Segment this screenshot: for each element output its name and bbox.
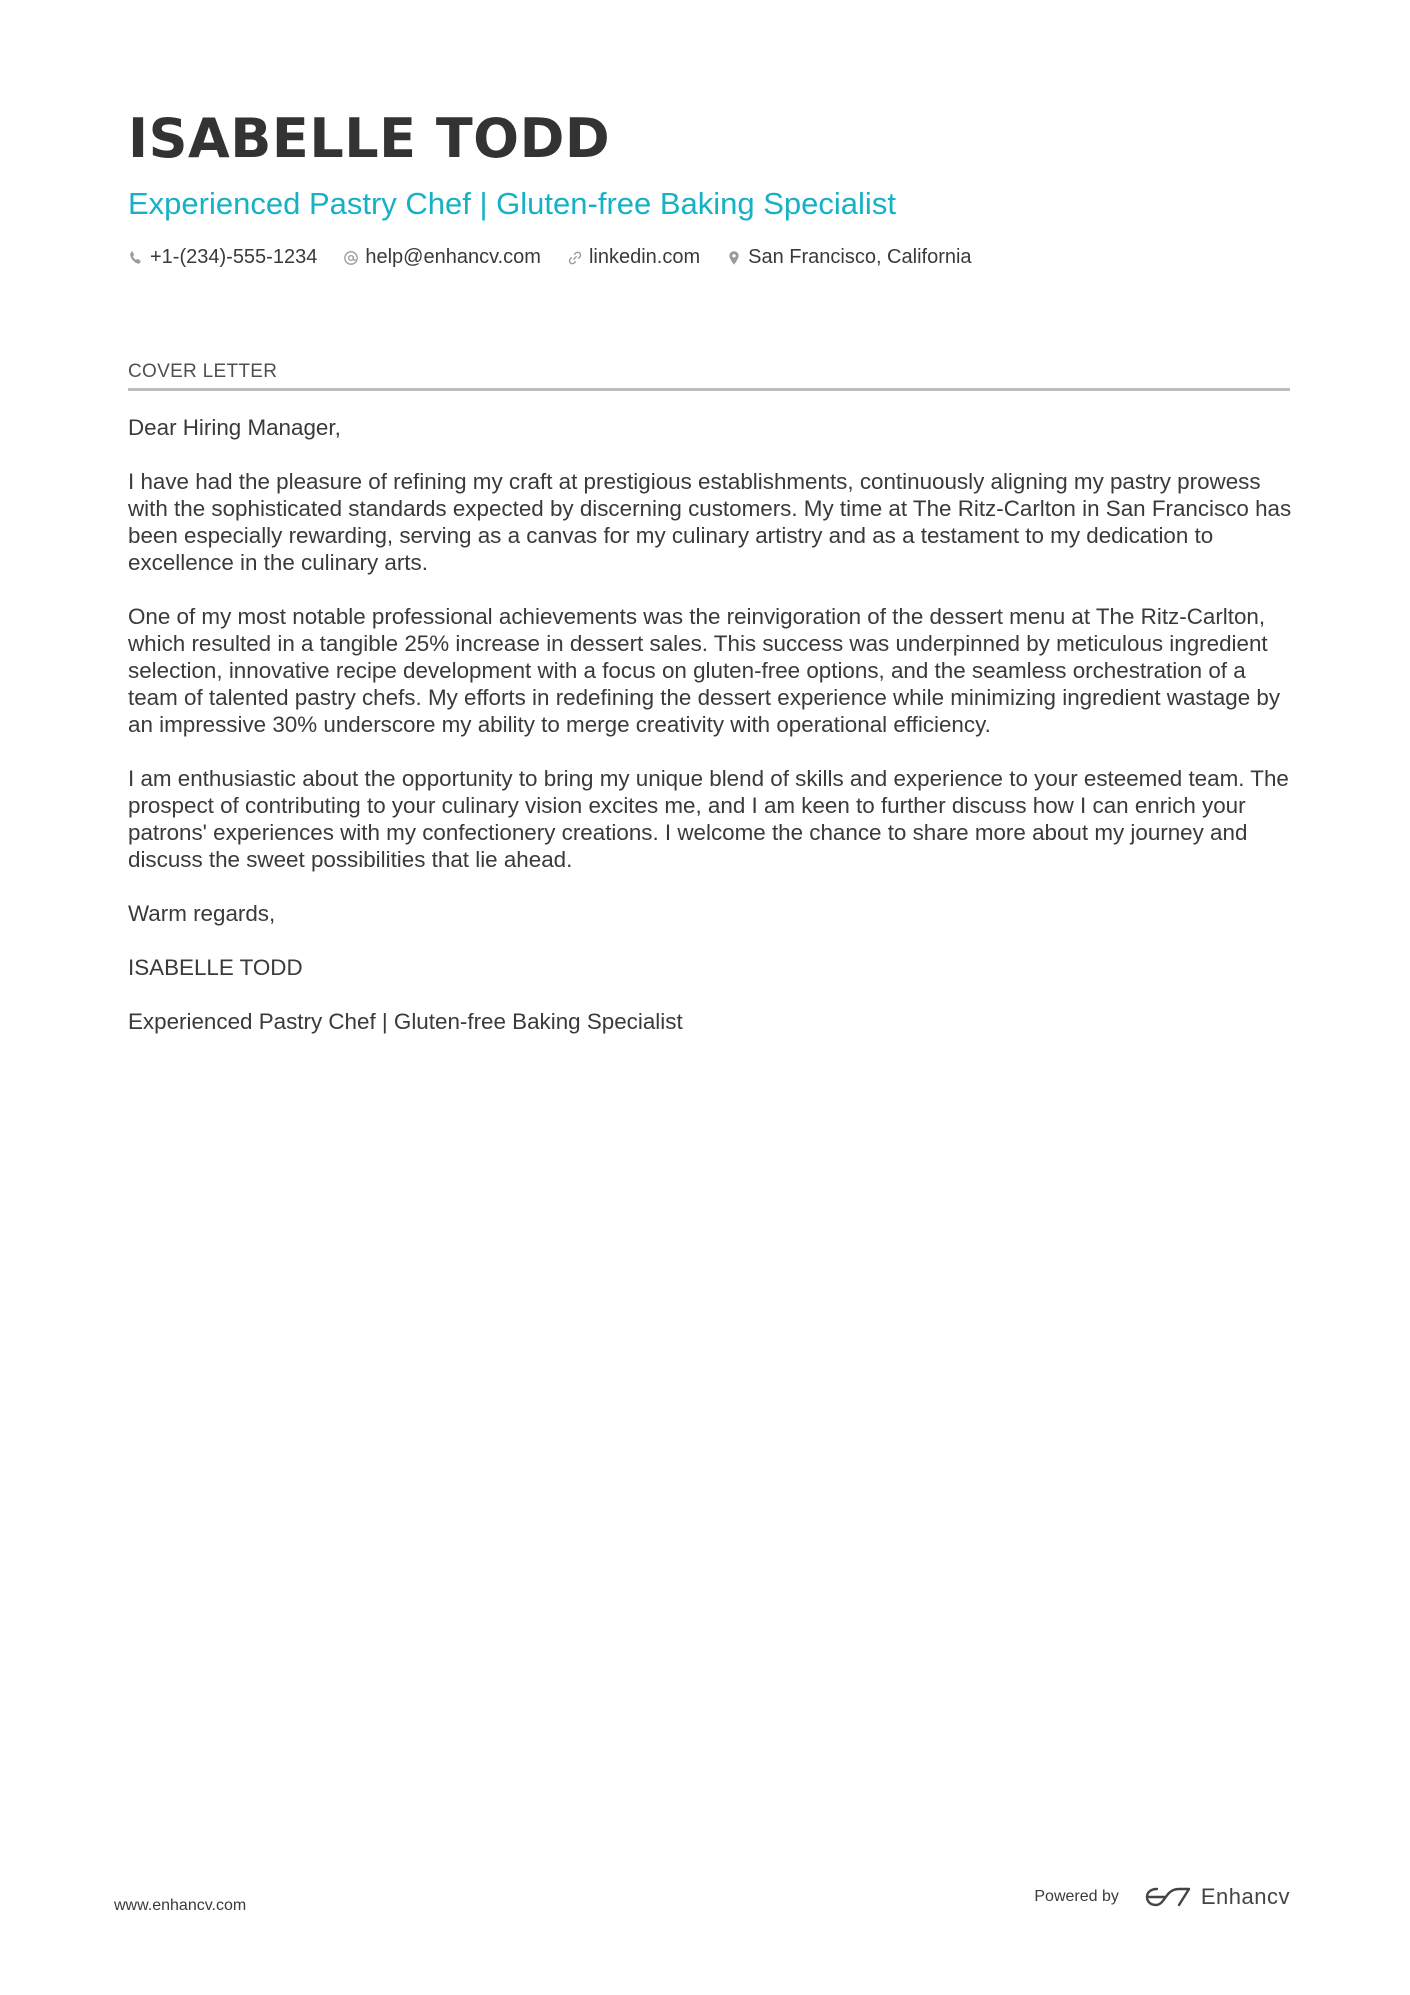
letter-paragraph: I am enthusiastic about the opportunity to bring my unique blend of skills and experience to your esteemed team. The prospect of contributing to your culinary vision excites me, and I am keen to further discuss how I can enrich your patrons' experiences with my confectionery creations. I welcome the chance to share more about my journey and discuss the sweet possibilities that lie ahead.: [128, 766, 1289, 872]
section-heading-cover-letter: COVER LETTER: [128, 361, 1290, 391]
phone-icon: [128, 250, 144, 266]
powered-by-label: Powered by: [1034, 1888, 1119, 1905]
applicant-tagline: Experienced Pastry Chef | Gluten-free Baking Specialist: [128, 186, 896, 221]
contact-email: [343, 246, 541, 269]
enhancv-brand-link[interactable]: [1145, 1884, 1290, 1910]
enhancv-brand-name: Enhancv: [1200, 1884, 1290, 1909]
location-text: San Francisco, California: [748, 246, 972, 268]
letter-closing: Warm regards,: [128, 901, 276, 926]
applicant-name: ISABELLE TODD: [128, 107, 611, 170]
letter-salutation: Dear Hiring Manager,: [128, 415, 341, 440]
contact-bar: [128, 246, 972, 269]
enhancv-logo-icon: [1145, 1885, 1191, 1909]
letter-paragraph: I have had the pleasure of refining my craft at prestigious establishments, continuously aligning my pastry prowess with the sophisticated standards expected by discerning customers. My time at The Ritz-Carlton in San Francisco has been especially rewarding, serving as a canvas for my culinary artistry and as a testament to my dedication to excellence in the culinary arts.: [128, 469, 1292, 575]
letter-body: [128, 414, 1293, 1062]
letter-paragraph: One of my most notable professional achievements was the reinvigoration of the dessert menu at The Ritz-Carlton, which resulted in a tangible 25% increase in dessert sales. This success was underpinned by meticulous ingredient selection, innovative recipe development with a focus on gluten-free options, and the seamless orchestration of a team of talented pastry chefs. My efforts in redefining the dessert experience while minimizing ingredient wastage by an impressive 30% underscore my ability to merge creativity with operational efficiency.: [128, 604, 1281, 737]
signature-name: ISABELLE TODD: [128, 955, 303, 980]
footer-website-link[interactable]: www.enhancv.com: [114, 1897, 247, 1914]
phone-text: +1-(234)-555-1234: [150, 246, 318, 268]
email-text: help@enhancv.com: [365, 246, 541, 268]
link-icon: [567, 250, 583, 266]
contact-location: [726, 246, 971, 269]
link-text: linkedin.com: [588, 246, 701, 268]
contact-phone: [128, 246, 317, 269]
location-pin-icon: [726, 250, 742, 266]
at-icon: [343, 250, 359, 266]
signature-title: Experienced Pastry Chef | Gluten-free Baking Specialist: [128, 1009, 683, 1034]
contact-link: [567, 246, 700, 269]
footer-branding: [1034, 1884, 1290, 1910]
